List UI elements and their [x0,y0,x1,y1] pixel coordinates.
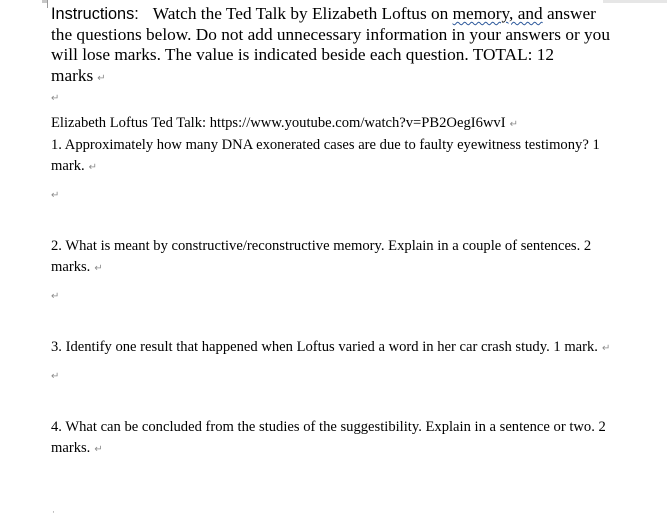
cut-off-paragraph-mark-icon: · [52,508,55,518]
paragraph-mark-icon: ↵ [601,343,611,354]
paragraph-mark-icon: ↵ [97,72,106,84]
margin-marker [603,0,667,3]
paragraph-mark-icon: ↵ [94,263,103,274]
paragraph-mark-icon: ↵ [94,444,103,455]
instructions-text-rest: answer the questions below. Do not add unnecessary information in your answers or you will lose marks. The value is indicated beside each question. [51,4,610,64]
spellcheck-underlined-text[interactable]: memory, and [452,4,543,23]
video-link-text: Elizabeth Loftus Ted Talk: https://www.youtube.com/watch?v=PB2OegI6wvI [51,115,506,131]
instructions-paragraph[interactable] [51,4,611,89]
margin-guide [47,0,48,8]
paragraph-mark-icon: ↵ [51,371,60,382]
question-4[interactable] [51,417,611,460]
question-text: 2. What is meant by constructive/reconstructive memory. Explain in a couple of sentences. 2 marks. [51,238,592,275]
paragraph-mark-icon: ↵ [88,162,98,173]
video-link-line[interactable] [51,113,611,135]
question-1[interactable] [51,135,611,178]
answer-space-2[interactable] [51,279,611,315]
instructions-label: Instructions: [51,5,139,23]
question-text: 1. Approximately how many DNA exonerated cases are due to faulty eyewitness testimony? 1 mark. [51,137,600,174]
paragraph-mark-icon: ↵ [509,119,518,130]
document-top-edge [0,0,667,3]
instructions-text-start: Watch the Ted Talk by Elizabeth Loftus on [152,4,453,23]
document-page[interactable] [51,4,611,460]
question-text: 4. What can be concluded from the studies of the suggestibility. Explain in a sentence or two. 2 marks. [51,419,606,456]
question-text: 3. Identify one result that happened when Loftus varied a word in her car crash study. 1 mark. [51,339,598,355]
question-3[interactable] [51,337,611,359]
paragraph-mark-icon: ↵ [51,93,60,104]
answer-space-1[interactable] [51,178,611,214]
question-2[interactable] [51,236,611,279]
empty-paragraph[interactable] [51,89,611,109]
answer-space-3[interactable] [51,359,611,395]
total-marks: TOTAL: 12 marks [51,45,555,85]
paragraph-mark-icon: ↵ [51,291,60,302]
paragraph-mark-icon: ↵ [51,190,60,201]
